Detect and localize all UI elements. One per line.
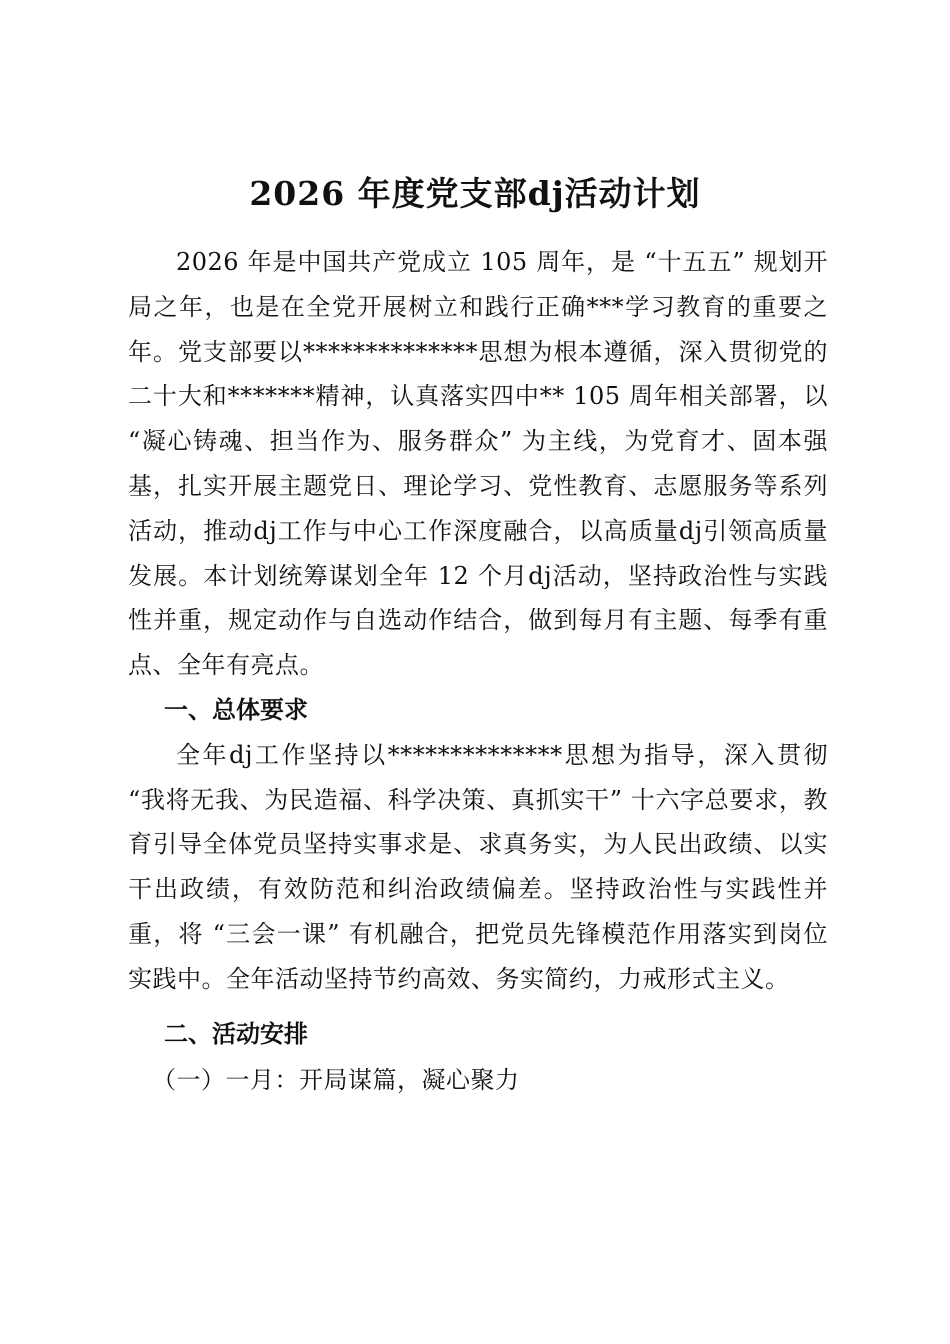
document-title: 2026 年度党支部dj活动计划 [249,174,701,213]
intro-paragraph: 2026 年是中国共产党成立 105 周年，是 “十五五” 规划开局之年，也是在全党开展树立和践行正确***学习教育的重要之年。党支部要以**************思想为根本遵循，深入贯彻党的二十大和*******精神，认真落实四中** 105 周年相关部署，以 “凝心铸魂、担当作为、服务群众” 为主线，为党育才、固本强基，扎实开展主题党日、理论学习、党性教育、志愿服务等系列活动，推动dj工作与中心工作深度融合，以高质量dj引领高质量发展。本计划统筹谋划全年 12 个月dj活动，坚持政治性与实践性并重，规定动作与自选动作结合，做到每月有主题、每季有重点、全年有亮点。 [128,248,828,680]
general-requirements-paragraph: 全年dj工作坚持以**************思想为指导，深入贯彻 “我将无我、为民造福、科学决策、真抓实干” 十六字总要求，教育引导全体党员坚持实事求是、求真务实，为人民出政绩、以实干出政绩，有效防范和纠治政绩偏差。坚持政治性与实践性并重，将 “三会一课” 有机融合，把党员先锋模范作用落实到岗位实践中。全年活动坚持节约高效、务实简约，力戒形式主义。 [128,740,828,993]
document-body [128,240,828,1103]
section-heading-general-requirements: 一、总体要求 [164,695,308,724]
section-heading-activity-arrangement: 二、活动安排 [164,1019,308,1048]
subsection-heading-january: （一）一月：开局谋篇，凝心聚力 [152,1066,520,1095]
